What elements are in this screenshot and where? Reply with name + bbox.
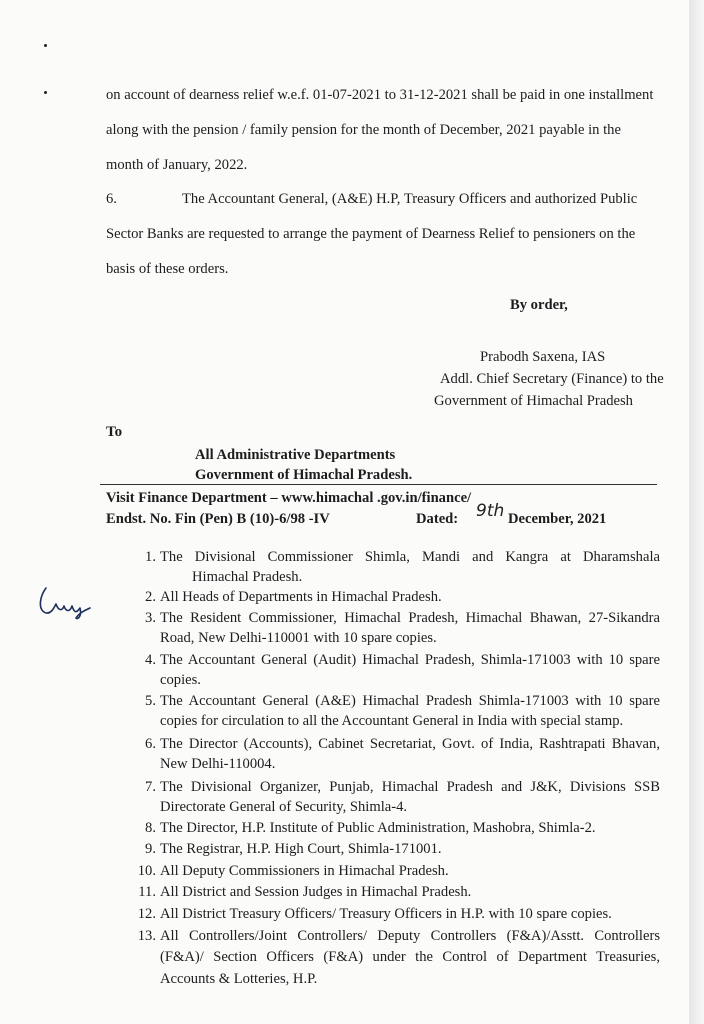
- para6-line3: basis of these orders.: [106, 261, 229, 277]
- page-edge: [689, 0, 704, 1024]
- para5-line2: along with the pension / family pension for the month of December, 2021 payable in the: [106, 122, 621, 138]
- signatory-designation: Addl. Chief Secretary (Finance) to the: [440, 371, 664, 387]
- divider: [100, 484, 657, 485]
- dated-month: December, 2021: [508, 511, 607, 527]
- scan-speck: [44, 44, 47, 47]
- by-order: By order,: [510, 297, 568, 313]
- para5-line1: on account of dearness relief w.e.f. 01-07-2021 to 31-12-2021 shall be paid in one installment: [106, 87, 654, 103]
- addressee-to: To: [106, 424, 123, 440]
- addressee-line1: All Administrative Departments: [195, 447, 396, 463]
- para6-number: 6.: [106, 191, 117, 207]
- dated-label: Dated:: [416, 511, 459, 527]
- dated-day-handwritten: 9th: [476, 501, 505, 521]
- signatory-name: Prabodh Saxena, IAS: [480, 349, 606, 365]
- scan-speck: [44, 91, 47, 94]
- addressee-line2: Government of Himachal Pradesh.: [195, 467, 413, 483]
- handwritten-initials: [36, 586, 94, 622]
- para6-line1: The Accountant General, (A&E) H.P, Treasury Officers and authorized Public: [182, 191, 638, 207]
- visit-finance-department: Visit Finance Department – www.himachal .gov.in/finance/: [106, 490, 472, 506]
- endorsement-number: Endst. No. Fin (Pen) B (10)-6/98 -IV: [106, 511, 330, 527]
- document-page: on account of dearness relief w.e.f. 01-07-2021 to 31-12-2021 shall be paid in one installment along with the pension / family pension for the month of December, 2021 payable in the month of January, 2022. 6. The Accountant General, (A&E) H.P, Treasury Officers and authorized Public Sector Banks are requested to arrange the payment of Dearness Relief to pensioners on the basis of these orders. By order, Prabodh Saxena, IAS Addl. Chief Secretary (Finance) to the Government of Himachal Pradesh To All Administrative Departments Government of Himachal Pradesh. Visit Finance Department – www.himachal .gov.in/finance/ Endst. No. Fin (Pen) B (10)-6/98 -IV Dated: 9th December, 2021 1. The Divisional Commissioner Shimla, Mandi and Kangra at Dharamshala Himachal Pradesh. 2. All Heads of Departments in Himachal Pradesh. 3. The Resident Commissioner, Himachal Pradesh, Himachal Bhawan, 27-Sikandra Road, New Delhi-110001 with 10 spare copies. 4. The Accountant General (Audit) Himachal Pradesh, Shimla-171003 with 10 spare copies. 5. The Accountant General (A&E) Himachal Pradesh Shimla-171003 with 10 spare copies for circulation to all the Accountant General in India with special stamp. 6. The Director (Accounts), Cabinet Secretariat, Govt. of India, Rashtrapati Bhavan, New Delhi-110004. 7. The Divisional Organizer, Punjab, Himachal Pradesh and J&K, Divisions SSB Directorate General of Security, Shimla-4. 8. The Director, H.P. Institute of Public Administration, Mashobra, Shimla-2. 9. The Registrar, H.P. High Court, Shimla-171001. 10. All Deputy Commissioners in Himachal Pradesh. 11. All District and Session Judges in Himachal Pradesh. 12. All District Treasury Officers/ Treasury Officers in H.P. with 10 spare copies. 13. All Controllers/Joint Controllers/ Deputy Controllers (F&A)/Asstt. Controllers (F&A)/ Section Officers (F&A) under the Control of Department Treasuries, Accounts & Lotteries, H.P.: [0, 0, 689, 1024]
- para5-line3: month of January, 2022.: [106, 157, 248, 173]
- para6-line2: Sector Banks are requested to arrange the payment of Dearness Relief to pensioners on the: [106, 226, 636, 242]
- signatory-government: Government of Himachal Pradesh: [434, 393, 633, 409]
